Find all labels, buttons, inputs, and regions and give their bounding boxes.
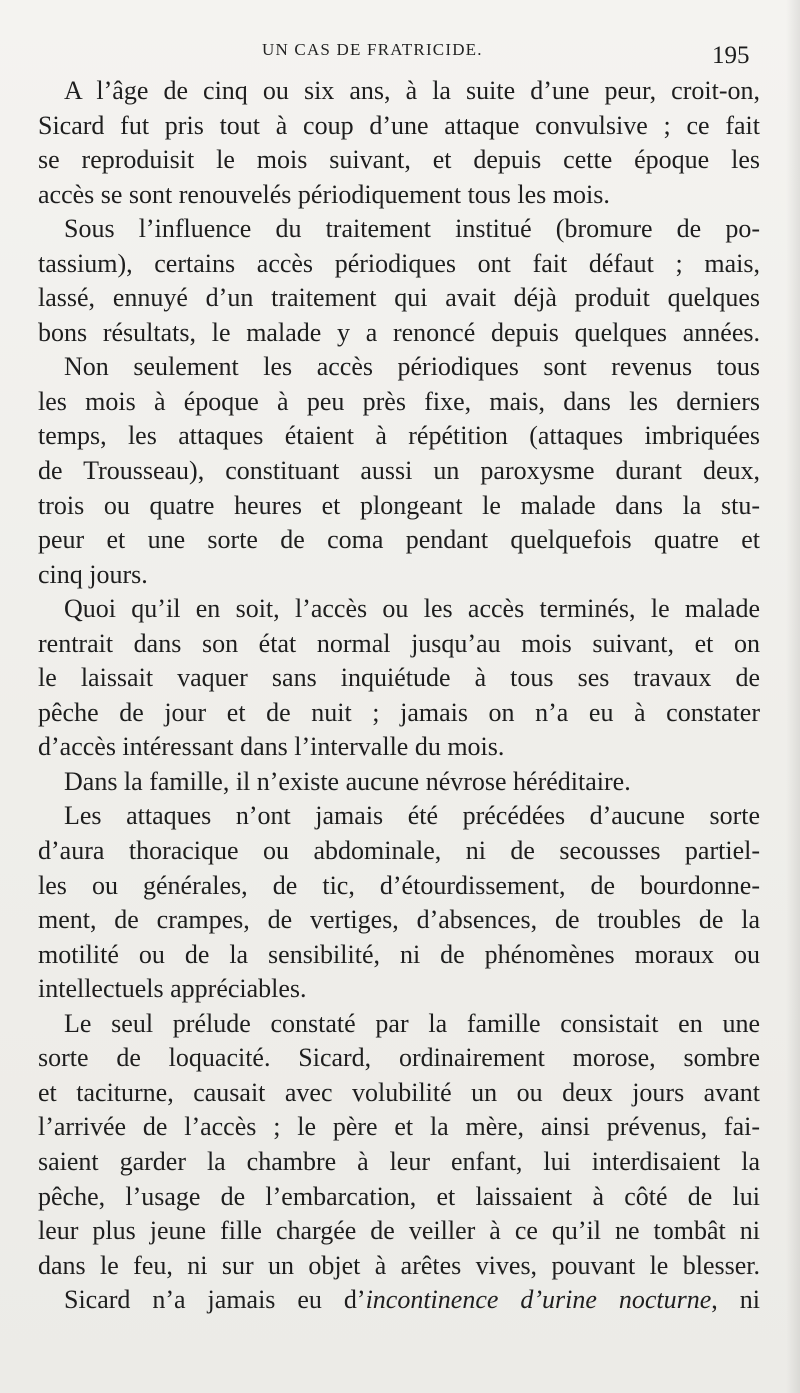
final-line-end: , ni [711,1285,760,1315]
text-line: de Trousseau), constituant aussi un paroxysme durant deux, [38,456,760,486]
text-line: ment, de crampes, de vertiges, d’absences, de troubles de la [38,905,760,935]
paragraph [38,212,760,350]
text-line: Le seul prélude constaté par la famille consistait en une [64,1008,760,1038]
text-line: sorte de loquacité. Sicard, ordinairement morose, sombre [38,1043,760,1073]
text-line: pêche, l’usage de l’embarcation, et laissaient à côté de lui [38,1181,760,1211]
text-line: Sicard fut pris tout à coup d’une attaque convulsive ; ce fait [38,110,760,140]
page-number: 195 [712,42,750,69]
final-text-line [38,1283,760,1318]
running-head [0,34,800,74]
paragraph [38,765,760,800]
text-line: saient garder la chambre à leur enfant, lui interdisaient la [38,1146,760,1176]
text-line: intellectuels appréciables. [38,974,307,1004]
text-line: bons résultats, le malade y a renoncé depuis quelques années. [38,317,760,347]
text-line: et taciturne, causait avec volubilité un ou deux jours avant [38,1077,760,1107]
text-line: les mois à époque à peu près fixe, mais, dans les derniers [38,386,760,416]
text-line: leur plus jeune fille chargée de veiller à ce qu’il ne tombât ni [38,1216,760,1246]
text-line: l’arrivée de l’accès ; le père et la mère, ainsi prévenus, fai- [38,1112,760,1142]
text-line: trois ou quatre heures et plongeant le malade dans la stu- [38,490,760,520]
text-line: Les attaques n’ont jamais été précédées d’aucune sorte [64,801,760,831]
page-edge-shadow [786,0,800,1393]
paragraph [38,799,760,1006]
paragraph [38,592,760,765]
text-line: Dans la famille, il n’existe aucune névrose héréditaire. [64,766,631,796]
paragraph [38,74,760,212]
text-line: d’accès intéressant dans l’intervalle du mois. [38,732,505,762]
text-line: peur et une sorte de coma pendant quelquefois quatre et [38,525,760,555]
text-line: Quoi qu’il en soit, l’accès ou les accès terminés, le malade [64,594,760,624]
text-line: motilité ou de la sensibilité, ni de phénomènes moraux ou [38,939,760,969]
paragraph [38,350,760,592]
text-line: Non seulement les accès périodiques sont revenus tous [64,352,760,382]
text-line: rentrait dans son état normal jusqu’au mois suivant, et on [38,628,760,658]
final-line-italic: incontinence d’urine nocturne [365,1285,712,1315]
running-title: UN CAS DE FRATRICIDE. [262,40,483,59]
text-line: se reproduisit le mois suivant, et depuis cette époque les [38,145,760,175]
body-text [38,74,760,1318]
text-line: le laissait vaquer sans inquiétude à tous ses travaux de [38,663,760,693]
text-line: dans le feu, ni sur un objet à arêtes vives, pouvant le blesser. [38,1250,760,1280]
text-line: cinq jours. [38,559,148,589]
text-line: A l’âge de cinq ou six ans, à la suite d’une peur, croit-on, [64,76,760,105]
text-line: accès se sont renouvelés périodiquement tous les mois. [38,179,610,209]
text-line: tassium), certains accès périodiques ont fait défaut ; mais, [38,248,760,278]
final-line-start: Sicard n’a jamais eu d’ [64,1285,366,1315]
text-line: les ou générales, de tic, d’étourdissement, de bourdonne- [38,870,760,900]
text-line: pêche de jour et de nuit ; jamais on n’a eu à constater [38,697,760,727]
text-line: temps, les attaques étaient à répétition (attaques imbriquées [38,421,760,451]
text-line: Sous l’influence du traitement institué (bromure de po- [64,214,760,244]
text-line: lassé, ennuyé d’un traitement qui avait déjà produit quelques [38,283,760,313]
paragraph [38,1007,760,1283]
text-line: d’aura thoracique ou abdominale, ni de secousses partiel- [38,836,760,866]
